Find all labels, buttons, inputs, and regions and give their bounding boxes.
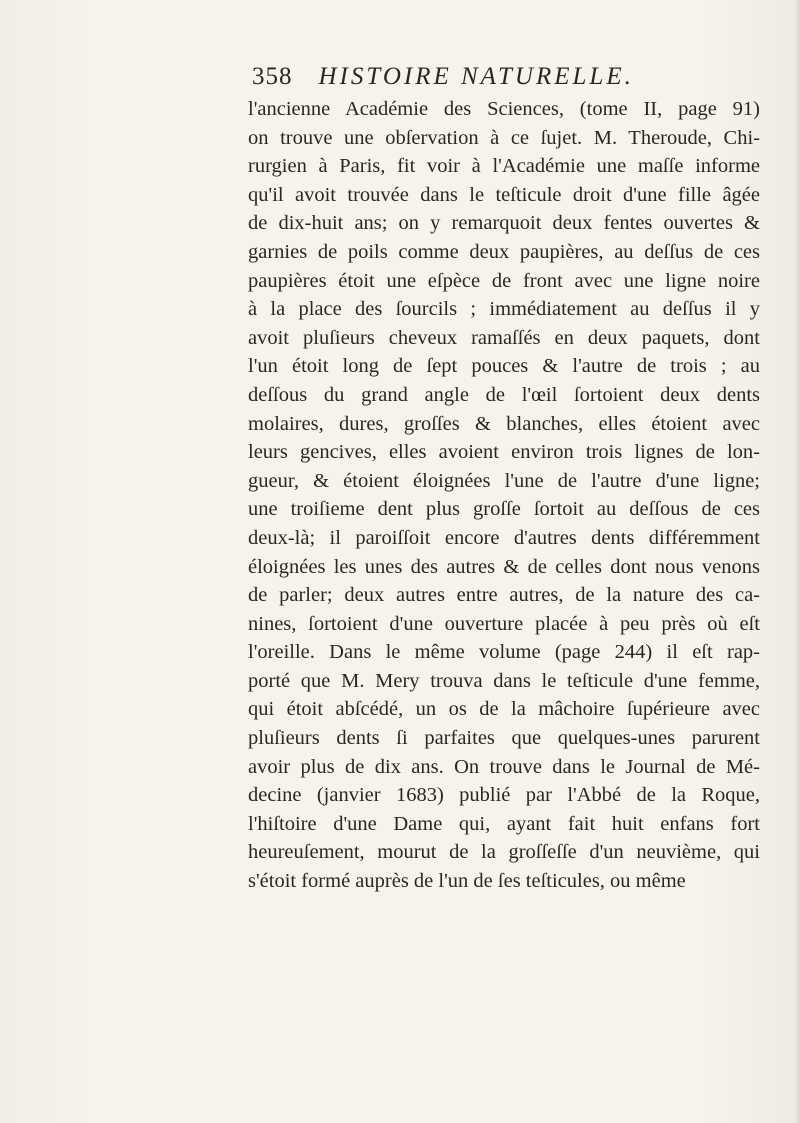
text-line: nines, ſortoient d'une ouverture placée à peu près où eſt <box>248 612 760 635</box>
page-edge-shadow <box>794 0 800 1123</box>
text-line: paupières étoit une eſpèce de front avec une ligne noire <box>248 269 760 292</box>
text-line: deſſous du grand angle de l'œil ſortoient deux dents <box>248 383 760 406</box>
text-line: de parler; deux autres entre autres, de la nature des ca- <box>248 584 760 607</box>
text-line: à la place des ſourcils ; immédiatement au deſſus il y <box>248 298 760 321</box>
text-line: qu'il avoit trouvée dans le teſticule droit d'une fille âgée <box>248 183 760 206</box>
text-line: gueur, & étoient éloignées l'une de l'autre d'une ligne; <box>248 469 760 492</box>
text-line: leurs gencives, elles avoient environ trois lignes de lon- <box>248 441 760 464</box>
text-line: pluſieurs dents ſi parfaites que quelques-unes parurent <box>248 727 760 750</box>
text-line: deux-là; il paroiſſoit encore d'autres dents différemment <box>248 526 760 549</box>
text-line: on trouve une obſervation à ce ſujet. M. Theroude, Chi- <box>248 126 760 149</box>
text-line: decine (janvier 1683) publié par l'Abbé de la Roque, <box>248 784 760 807</box>
running-title: HISTOIRE NATURELLE. <box>318 63 634 90</box>
body-text <box>248 95 760 896</box>
page-header <box>252 63 772 97</box>
text-line: l'ancienne Académie des Sciences, (tome II, page 91) <box>248 98 760 120</box>
text-line: avoir plus de dix ans. On trouve dans le Journal de Mé- <box>248 755 760 778</box>
text-line: l'un étoit long de ſept pouces & l'autre de trois ; au <box>248 355 760 378</box>
page-number: 358 <box>252 63 293 90</box>
text-line: rurgien à Paris, fit voir à l'Académie une maſſe informe <box>248 155 760 178</box>
text-line: porté que M. Mery trouva dans le teſticule d'une femme, <box>248 669 760 692</box>
text-line: qui étoit abſcédé, un os de la mâchoire ſupérieure avec <box>248 698 760 721</box>
text-line: s'étoit formé auprès de l'un de ſes teſticules, ou même <box>248 870 686 893</box>
text-line: l'hiſtoire d'une Dame qui, ayant fait huit enfans fort <box>248 812 760 835</box>
text-line: garnies de poils comme deux paupières, au deſſus de ces <box>248 240 760 263</box>
text-line: éloignées les unes des autres & de celles dont nous venons <box>248 555 760 578</box>
text-line: avoit pluſieurs cheveux ramaſſés en deux paquets, dont <box>248 326 760 349</box>
text-line: une troiſieme dent plus groſſe ſortoit au deſſous de ces <box>248 498 760 521</box>
text-line: molaires, dures, groſſes & blanches, elles étoient avec <box>248 412 760 435</box>
text-line: de dix-huit ans; on y remarquoit deux fentes ouvertes & <box>248 212 760 235</box>
text-line: l'oreille. Dans le même volume (page 244) il eſt rap- <box>248 641 760 664</box>
text-line: heureuſement, mourut de la groſſeſſe d'un neuvième, qui <box>248 841 760 864</box>
